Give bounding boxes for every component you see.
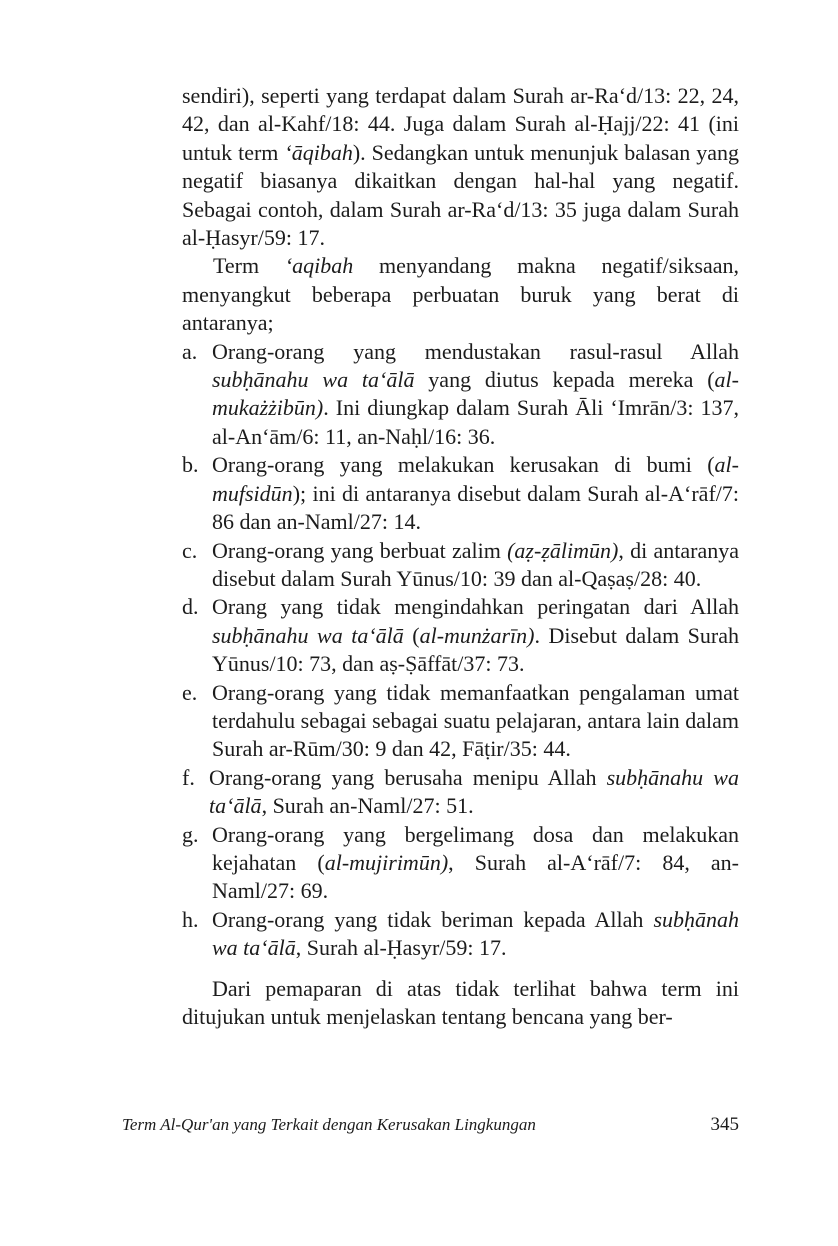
text-run: yang diutus kepada mereka ( bbox=[414, 367, 715, 393]
list-marker: e. bbox=[182, 679, 198, 705]
list-marker: c. bbox=[182, 537, 198, 563]
page-number: 345 bbox=[710, 1114, 739, 1135]
text-run: , di antaranya disebut dalam Surah Yūnus/10: 39 dan al-Qaṣaṣ/28: 40. bbox=[212, 537, 739, 591]
list-item-text bbox=[209, 764, 739, 821]
text-run: ); ini di antaranya disebut dalam Surah al-A‘rāf/7: 86 dan an-Naml/27: 14. bbox=[212, 480, 739, 535]
list-marker: h. bbox=[182, 906, 199, 932]
italic-term: ‘āqibah bbox=[284, 139, 353, 165]
text-run: Orang-orang yang bergelimang dosa dan melakukan kejahatan ( bbox=[212, 821, 739, 875]
text-run: sendiri), seperti yang terdapat dalam Surah ar-Ra‘d/13: 22, 24, 42, dan al-Kahf/18: 44. Juga dalam Surah al-Ḥajj/22: 41 (ini untuk term bbox=[182, 83, 739, 165]
text-run: Orang-orang yang mendustakan rasul-rasul Allah bbox=[212, 338, 739, 364]
text-run: Orang-orang yang tidak beriman kepada Allah bbox=[212, 906, 654, 932]
italic-term: subḥānahu wa ta‘ālā bbox=[209, 764, 739, 819]
list-item bbox=[182, 537, 739, 594]
running-footer-title: Term Al-Qur'an yang Terkait dengan Kerusakan Lingkungan bbox=[122, 1115, 536, 1134]
italic-term: al-mukażżibūn) bbox=[212, 367, 739, 421]
italic-term: al-mufsidūn bbox=[212, 452, 739, 506]
list-item bbox=[182, 906, 739, 963]
list-marker: d. bbox=[182, 594, 199, 620]
paragraph-term-aqibah bbox=[182, 252, 739, 337]
italic-term: subḥānahu wa ta‘ālā bbox=[212, 622, 404, 648]
page-body bbox=[182, 82, 739, 1031]
text-run: . Disebut dalam Surah Yūnus/10: 73, dan aṣ-Ṣāffāt/37: 73. bbox=[212, 622, 739, 677]
list-marker: a. bbox=[182, 338, 198, 364]
list-marker: g. bbox=[182, 821, 199, 847]
page-footer bbox=[122, 1114, 739, 1136]
italic-term: (aẓ-ẓālimūn) bbox=[507, 537, 619, 563]
text-run: Dari pemaparan di atas tidak terlihat bahwa term ini ditujukan untuk menjelaskan tentang bencana yang ber- bbox=[182, 975, 739, 1029]
text-run: , Surah an-Naml/27: 51. bbox=[261, 793, 474, 819]
italic-term: al-mujirimūn) bbox=[324, 849, 449, 875]
list-item-text bbox=[212, 593, 739, 678]
list-item-text bbox=[212, 537, 739, 594]
text-run: ). Sedangkan untuk menunjuk balasan yang negatif biasanya dikaitkan dengan hal-hal yang negatif. Sebagai contoh, dalam Surah ar-Ra‘d/13: 35 juga dalam Surah al-Ḥasyr/59: 17. bbox=[182, 139, 739, 251]
paragraph-conclusion bbox=[182, 975, 739, 1032]
negative-deeds-list bbox=[182, 338, 739, 963]
text-run: , Surah al-Ḥasyr/59: 17. bbox=[295, 935, 507, 961]
text-run: , Surah al-A‘rāf/7: 84, an-Naml/27: 69. bbox=[212, 849, 739, 904]
text-run: Orang-orang yang berusaha menipu Allah bbox=[209, 764, 607, 790]
paragraph-intro bbox=[182, 82, 739, 252]
italic-term: subḥānahu wa ta‘ālā bbox=[212, 367, 415, 393]
list-item-text bbox=[212, 338, 739, 452]
text-run: Orang-orang yang tidak memanfaatkan pengalaman umat terdahulu sebagai sebagai suatu pelajaran, antara lain dalam Surah ar-Rūm/30: 9 dan 42, Fāṭir/35: 44. bbox=[212, 679, 739, 762]
italic-term: al-munżarīn) bbox=[419, 622, 535, 648]
list-marker: b. bbox=[182, 452, 199, 478]
italic-term: ‘aqibah bbox=[284, 253, 354, 279]
text-run: ( bbox=[403, 622, 420, 648]
list-item bbox=[182, 338, 739, 452]
text-run: menyandang makna negatif/siksaan, menyangkut beberapa perbuatan buruk yang berat di antaranya; bbox=[182, 253, 739, 336]
list-item-text bbox=[212, 906, 739, 963]
text-run: Orang-orang yang berbuat zalim bbox=[212, 537, 508, 563]
list-item-text bbox=[212, 451, 739, 536]
text-run: Orang yang tidak mengindahkan peringatan dari Allah bbox=[212, 594, 739, 620]
text-run: . Ini diungkap dalam Surah Āli ‘Imrān/3: 137, al-An‘ām/6: 11, an-Naḥl/16: 36. bbox=[212, 395, 739, 449]
list-item bbox=[182, 451, 739, 536]
list-item bbox=[182, 764, 739, 821]
list-item-text bbox=[212, 821, 739, 906]
text-run: Orang-orang yang melakukan kerusakan di bumi ( bbox=[212, 452, 715, 478]
list-item bbox=[182, 593, 739, 678]
list-item bbox=[182, 679, 739, 764]
list-item bbox=[182, 821, 739, 906]
italic-term: subḥānah wa ta‘ālā bbox=[212, 906, 739, 961]
list-marker: f. bbox=[182, 764, 195, 790]
list-item-text bbox=[212, 679, 739, 764]
text-run: Term bbox=[213, 253, 285, 279]
